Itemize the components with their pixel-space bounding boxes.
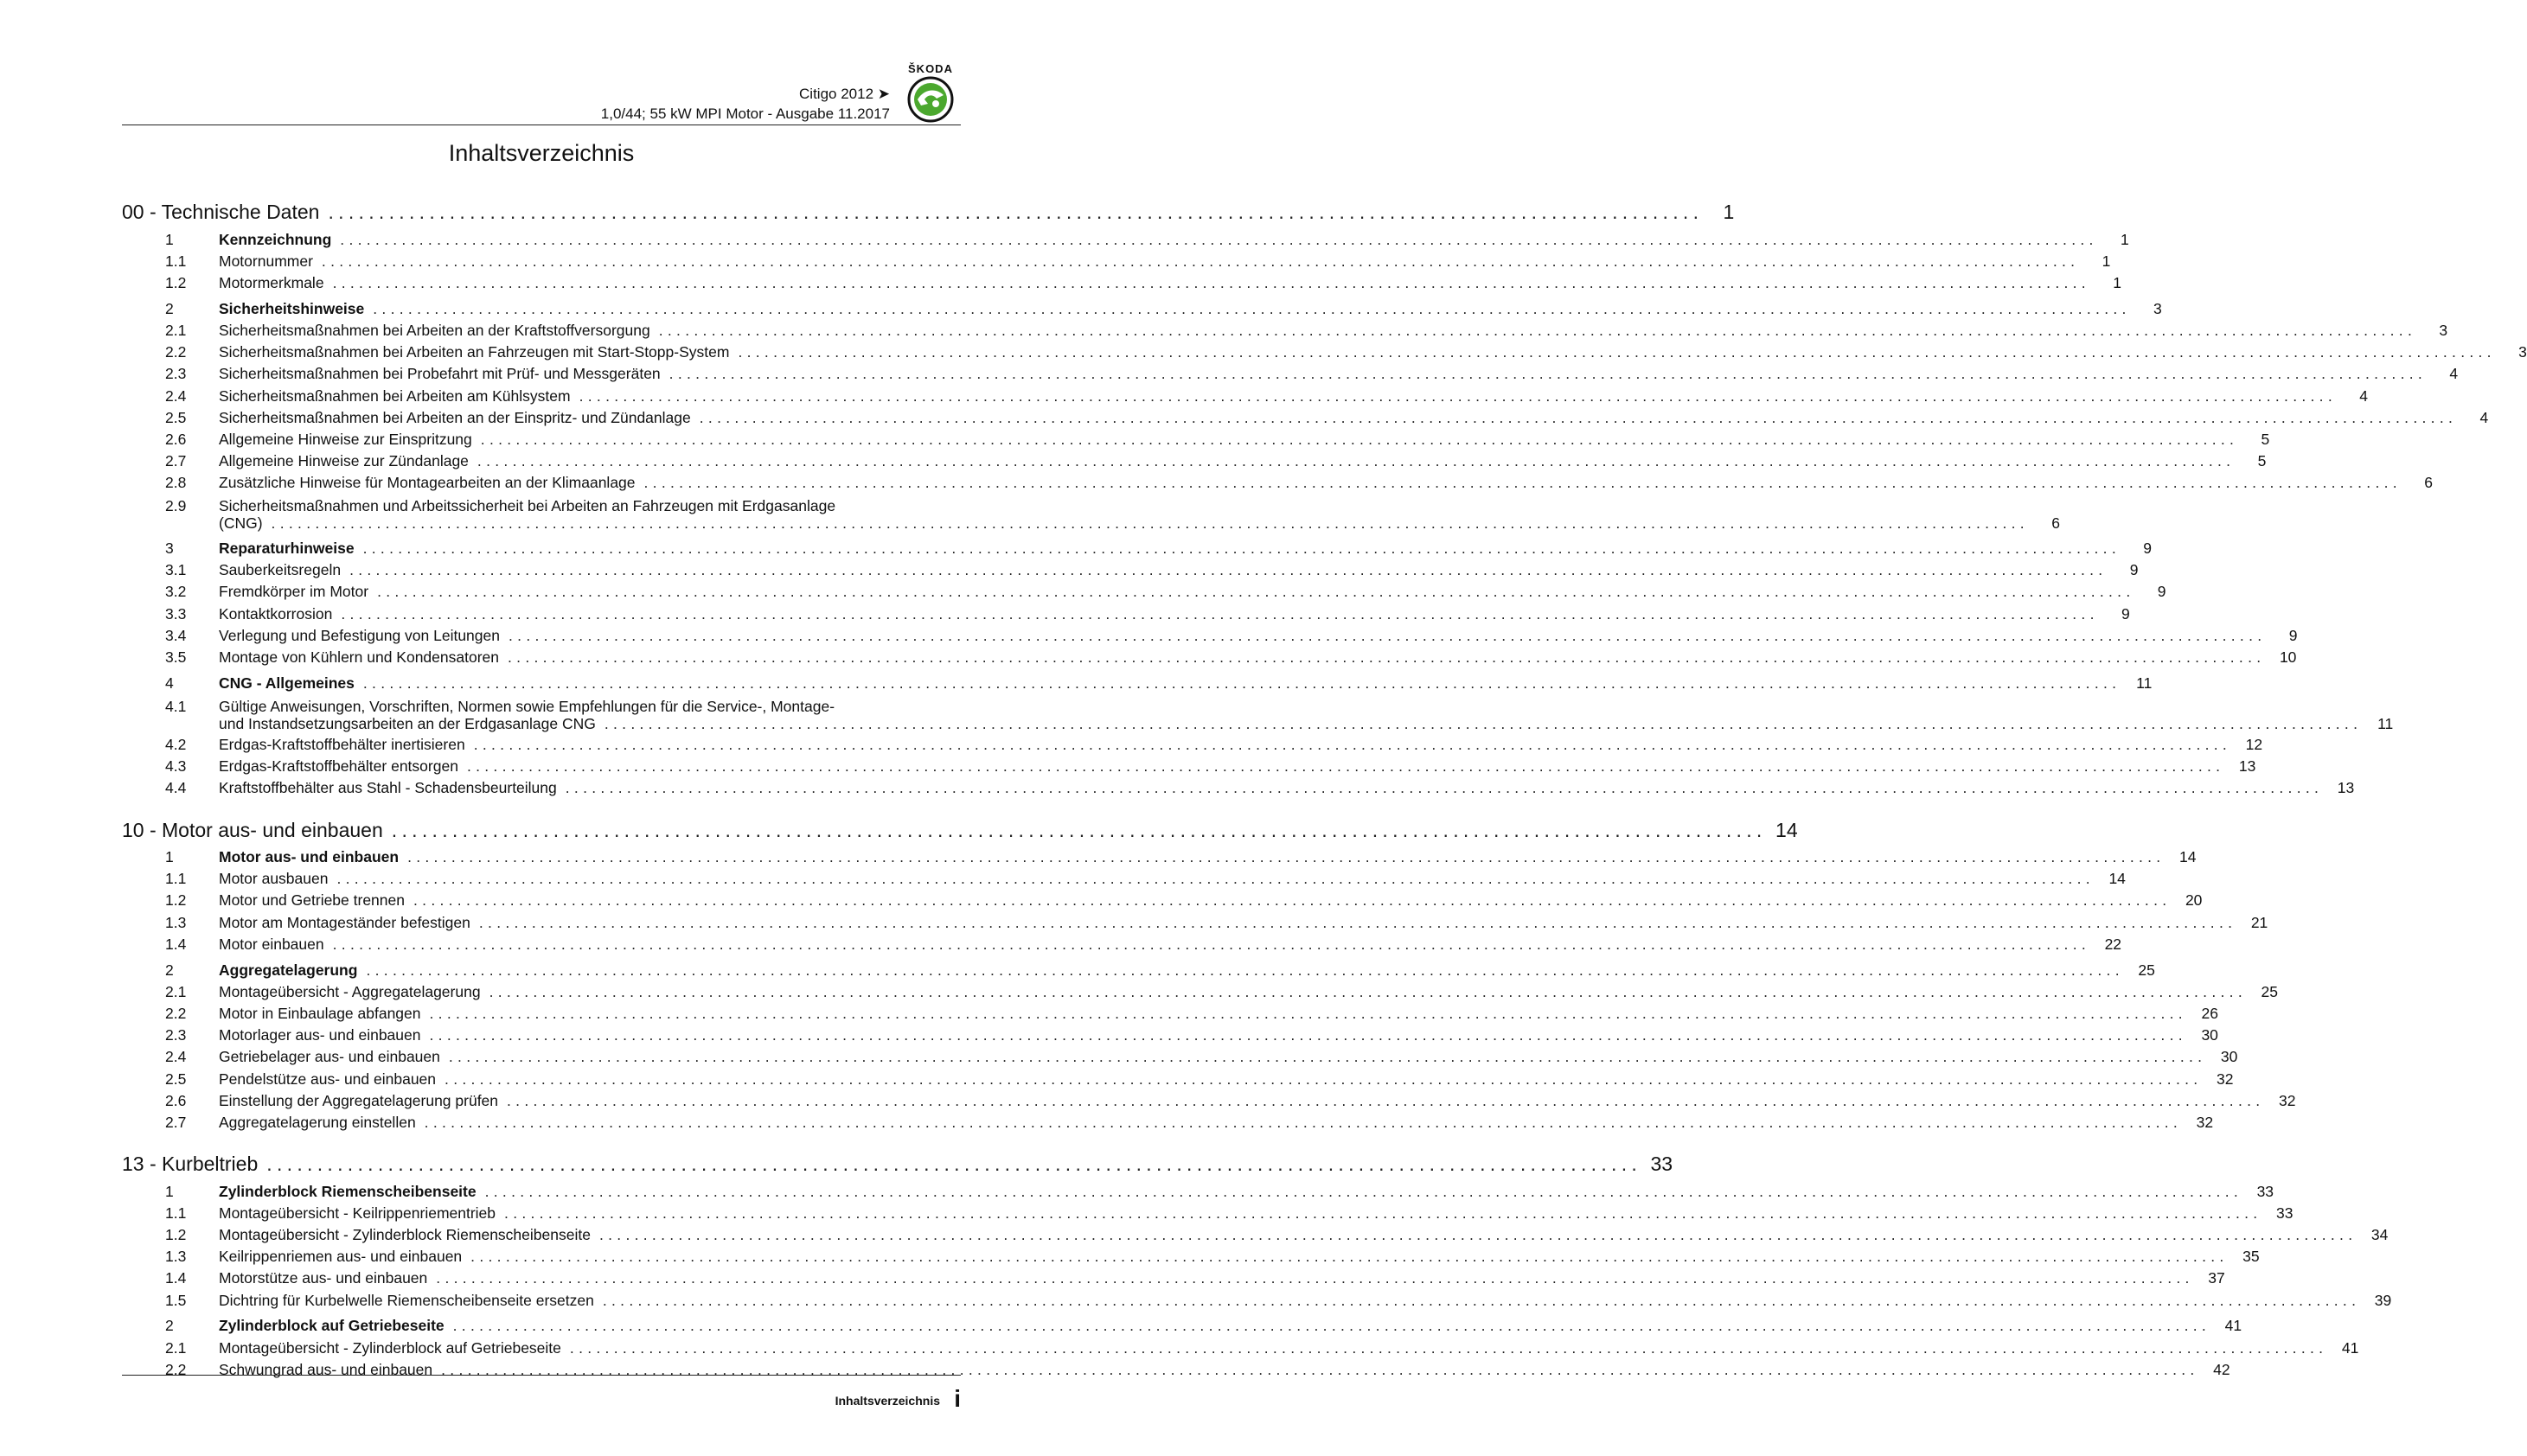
entry-number: 1.2 xyxy=(165,891,187,910)
toc-entry[interactable] xyxy=(122,626,2298,648)
entry-title-line1: Sicherheitsmaßnahmen und Arbeitssicherheit bei Arbeiten an Fahrzeugen mit Erdgasanlage xyxy=(219,497,836,515)
leader-dots: ........................................................................................................................................................................................................ xyxy=(332,273,2090,291)
leader-dots: ........................................................................................................................................................................................................ xyxy=(332,935,2091,953)
entry-number: 1.4 xyxy=(165,1269,187,1287)
entry-title: Montageübersicht - Keilrippenriementrieb xyxy=(219,1204,496,1222)
entry-number: 4 xyxy=(165,674,174,692)
entry-page: 9 xyxy=(2288,626,2298,644)
toc-entry[interactable] xyxy=(122,561,2139,583)
toc-section[interactable] xyxy=(122,848,2197,870)
entry-number: 2.3 xyxy=(165,1026,187,1044)
toc-entry[interactable] xyxy=(122,1338,2359,1361)
leader-dots: ........................................................................................................................................................................................................ xyxy=(579,386,2338,405)
entry-number: 2.5 xyxy=(165,1070,187,1088)
toc-entry[interactable] xyxy=(122,386,2369,409)
chapter-title: 10 - Motor aus- und einbauen xyxy=(122,818,383,841)
toc-entry[interactable] xyxy=(122,913,2268,936)
entry-number: 2 xyxy=(165,299,174,317)
leader-dots: ........................................................................................................................................................................................................ xyxy=(445,1070,2203,1088)
entry-title: Montageübersicht - Aggregatelagerung xyxy=(219,982,481,1000)
entry-title: Motor am Montageständer befestigen xyxy=(219,913,470,931)
entry-title: Keilrippenriemen aus- und einbauen xyxy=(219,1248,463,1266)
entry-page: 9 xyxy=(2157,583,2166,601)
entry-number: 2.4 xyxy=(165,386,187,405)
leader-dots: ........................................................................................................................................................................................................ xyxy=(466,757,2225,776)
chapter-page: 1 xyxy=(1723,201,1735,223)
entry-title: Fremdkörper im Motor xyxy=(219,583,369,601)
toc-entry[interactable] xyxy=(122,982,2278,1005)
entry-page: 5 xyxy=(2257,452,2267,470)
leader-dots: ........................................................................................................................................................................................................ xyxy=(424,1113,2183,1131)
entry-page: 34 xyxy=(2370,1226,2389,1244)
entry-page: 4 xyxy=(2449,365,2459,383)
entry-number: 2.2 xyxy=(165,1005,187,1022)
entry-page: 13 xyxy=(2238,757,2256,776)
entry-page: 4 xyxy=(2479,408,2489,426)
entry-page: 6 xyxy=(2051,514,2060,533)
toc-entry[interactable] xyxy=(122,273,2121,296)
entry-number: 1.1 xyxy=(165,252,187,270)
entry-title: Sicherheitshinweise xyxy=(219,299,365,317)
entry-page: 33 xyxy=(2275,1204,2293,1222)
entry-page: 4 xyxy=(2359,386,2369,405)
entry-title: Motorlager aus- und einbauen xyxy=(219,1026,421,1044)
entry-number: 1.3 xyxy=(165,913,187,931)
leader-dots: ........................................................................................................................................................................................................ xyxy=(477,452,2236,470)
entry-page: 1 xyxy=(2120,230,2129,248)
toc-entry[interactable] xyxy=(122,408,2489,431)
entry-title: Motornummer xyxy=(219,252,313,270)
toc-entry[interactable] xyxy=(122,870,2126,891)
entry-title: Zylinderblock auf Getriebeseite xyxy=(219,1317,445,1335)
entry-number: 2.2 xyxy=(165,343,187,361)
toc-section[interactable] xyxy=(122,230,2129,252)
toc-entry[interactable] xyxy=(122,935,2122,957)
entry-title: Aggregatelagerung einstellen xyxy=(219,1113,416,1131)
entry-title-line2: (CNG) xyxy=(219,514,263,533)
entry-page: 11 xyxy=(2377,714,2394,732)
entry-title: Pendelstütze aus- und einbauen xyxy=(219,1070,437,1088)
toc-section[interactable] xyxy=(122,1182,2274,1204)
entry-page: 35 xyxy=(2242,1248,2260,1266)
leader-dots: ........................................................................................................................................................................................................ xyxy=(429,1005,2187,1022)
entry-title-line1: Gültige Anweisungen, Vorschriften, Normen sowie Empfehlungen für die Service-, Montage- xyxy=(219,697,835,715)
entry-page: 14 xyxy=(2179,848,2197,866)
leader-dots: ........................................................................................................................................................................................................ xyxy=(699,408,2458,426)
toc-entry[interactable] xyxy=(122,1113,2214,1135)
leader-dots: ........................................................................................................................................................................................................ xyxy=(604,714,2363,732)
footer-page-number: i xyxy=(954,1385,961,1412)
leader-dots: ........................................................................................................................................................................................................ xyxy=(413,891,2172,910)
entry-number: 2.6 xyxy=(165,430,187,448)
toc-entry[interactable] xyxy=(122,735,2263,757)
toc-entry[interactable] xyxy=(122,321,2448,343)
toc-entry[interactable] xyxy=(122,495,2060,535)
brand-name: ŠKODA xyxy=(908,62,953,75)
entry-number: 4.2 xyxy=(165,735,187,753)
leader-dots: ........................................................................................................................................................................................................ xyxy=(565,779,2324,797)
entry-title: Montageübersicht - Zylinderblock auf Getriebeseite xyxy=(219,1338,561,1357)
leader-dots: ........................................................................................................................................................................................................ xyxy=(452,1317,2211,1335)
entry-page: 9 xyxy=(2129,561,2139,579)
entry-page: 10 xyxy=(2279,648,2297,666)
leader-dots: ........................................................................................................................................................................................................ xyxy=(480,430,2239,448)
entry-title: Sicherheitsmaßnahmen bei Arbeiten am Kühlsystem xyxy=(219,386,571,405)
leader-dots: ........................................................................................................................................................................................................ xyxy=(362,674,2121,692)
toc-entry[interactable] xyxy=(122,452,2267,474)
entry-page: 14 xyxy=(2108,870,2126,888)
entry-title: Schwungrad aus- und einbauen xyxy=(219,1360,433,1378)
entry-page: 12 xyxy=(2245,735,2263,753)
entry-title: Kontaktkorrosion xyxy=(219,604,333,623)
entry-page: 3 xyxy=(2518,343,2527,361)
model-name: Citigo 2012 ➤ xyxy=(799,86,890,102)
leader-dots: ........................................................................................................................................................................................................ xyxy=(507,1091,2265,1109)
entry-title: Einstellung der Aggregatelagerung prüfen xyxy=(219,1091,499,1109)
table-of-contents xyxy=(122,195,2527,1383)
leader-dots: ........................................................................................................................................................................................................ xyxy=(470,1248,2229,1266)
entry-number: 3.3 xyxy=(165,604,187,623)
toc-section[interactable] xyxy=(122,961,2155,983)
entry-number: 2.2 xyxy=(165,1360,187,1378)
entry-number: 1 xyxy=(165,848,174,866)
entry-title: Sauberkeitsregeln xyxy=(219,561,342,579)
chapter-entries xyxy=(122,848,2296,1135)
entry-page: 37 xyxy=(2208,1269,2225,1287)
toc-entry[interactable] xyxy=(122,604,2130,627)
toc-entry[interactable] xyxy=(122,1269,2225,1291)
toc-entry[interactable] xyxy=(122,1204,2293,1226)
toc-entry[interactable] xyxy=(122,1291,2392,1313)
entry-number: 4.4 xyxy=(165,779,187,797)
leader-dots: ........................................................................................................................................................................................................ xyxy=(448,1048,2207,1066)
toc-entry[interactable] xyxy=(122,648,2297,670)
entry-page: 11 xyxy=(2136,674,2153,692)
entry-page: 21 xyxy=(2250,913,2268,931)
entry-number: 2.9 xyxy=(165,497,187,515)
leader-dots: ........................................................................................................................................................................................................ xyxy=(336,870,2095,888)
toc-entry[interactable] xyxy=(122,474,2433,495)
entry-title: Kennzeichnung xyxy=(219,230,332,248)
leader-dots: ........................................................................................................................................................................................................ xyxy=(407,848,2166,866)
entry-page: 25 xyxy=(2261,982,2278,1000)
entry-number: 2.8 xyxy=(165,474,187,492)
toc-entry[interactable] xyxy=(122,1248,2260,1269)
leader-dots: ........................................................................................................................................................................................................ xyxy=(489,982,2247,1000)
leader-dots: ........................................................................................................................................ xyxy=(266,1153,1642,1176)
entry-page: 32 xyxy=(2216,1070,2234,1088)
entry-number: 1.5 xyxy=(165,1291,187,1309)
entry-page: 32 xyxy=(2278,1091,2296,1109)
entry-number: 2.6 xyxy=(165,1091,187,1109)
document-subtitle: 1,0/44; 55 kW MPI Motor - Ausgabe 11.2017 xyxy=(600,105,890,122)
skoda-logo-icon xyxy=(907,76,954,123)
entry-number: 1.3 xyxy=(165,1248,187,1266)
entry-title: Montageübersicht - Zylinderblock Riemenscheibenseite xyxy=(219,1226,591,1244)
entry-title: Erdgas-Kraftstoffbehälter inertisieren xyxy=(219,735,465,753)
leader-dots: ........................................................................................................................................ xyxy=(328,201,1704,223)
leader-dots: ........................................................................................................................................ xyxy=(391,818,1767,841)
entry-number: 2.1 xyxy=(165,1338,187,1357)
toc-chapter[interactable] xyxy=(122,201,1735,227)
entry-title: Dichtring für Kurbelwelle Riemenscheibenseite ersetzen xyxy=(219,1291,594,1309)
toc-entry[interactable] xyxy=(122,1360,2230,1383)
toc-entry[interactable] xyxy=(122,365,2459,386)
leader-dots: ........................................................................................................................................................................................................ xyxy=(602,1291,2361,1309)
leader-dots: ........................................................................................................................................................................................................ xyxy=(509,626,2267,644)
toc-entry[interactable] xyxy=(122,1070,2234,1092)
entry-title: Motor aus- und einbauen xyxy=(219,848,400,866)
entry-number: 2.1 xyxy=(165,321,187,339)
entry-page: 39 xyxy=(2374,1291,2392,1309)
toc-section[interactable] xyxy=(122,540,2152,561)
leader-dots: ........................................................................................................................................................................................................ xyxy=(377,583,2135,601)
footer-divider xyxy=(122,1375,961,1376)
toc-entry[interactable] xyxy=(122,252,2111,274)
toc-section[interactable] xyxy=(122,1317,2242,1338)
entry-title: Motormerkmale xyxy=(219,273,324,291)
entry-page: 5 xyxy=(2261,430,2270,448)
entry-number: 1 xyxy=(165,230,174,248)
entry-title: Motor ausbauen xyxy=(219,870,329,888)
entry-page: 6 xyxy=(2424,474,2433,492)
entry-number: 3.4 xyxy=(165,626,187,644)
toc-chapter[interactable] xyxy=(122,818,1798,845)
entry-page: 13 xyxy=(2337,779,2355,797)
entry-title: Reparaturhinweise xyxy=(219,540,355,558)
toc-chapter[interactable] xyxy=(122,1153,1673,1178)
leader-dots: ........................................................................................................................................................................................................ xyxy=(669,365,2428,383)
entry-number: 4.1 xyxy=(165,697,187,715)
leader-dots: ........................................................................................................................................................................................................ xyxy=(362,540,2121,558)
toc-entry[interactable] xyxy=(122,1048,2238,1070)
entry-title: Kraftstoffbehälter aus Stahl - Schadensbeurteilung xyxy=(219,779,557,797)
entry-number: 2.3 xyxy=(165,365,187,383)
entry-page: 1 xyxy=(2113,273,2121,291)
toc-section[interactable] xyxy=(122,674,2153,696)
entry-title: Aggregatelagerung xyxy=(219,961,358,979)
chapter-title: 13 - Kurbeltrieb xyxy=(122,1153,259,1176)
chapter-page: 33 xyxy=(1650,1153,1673,1176)
leader-dots: ........................................................................................................................................................................................................ xyxy=(643,474,2402,492)
chapter-entries xyxy=(122,230,2527,801)
entry-number: 1.1 xyxy=(165,1204,187,1222)
entry-number: 1.1 xyxy=(165,870,187,888)
toc-entry[interactable] xyxy=(122,343,2527,365)
entry-page: 1 xyxy=(2102,252,2111,270)
leader-dots: ........................................................................................................................................................................................................ xyxy=(321,252,2080,270)
leader-dots: ........................................................................................................................................................................................................ xyxy=(484,1182,2243,1200)
entry-number: 1.4 xyxy=(165,935,187,953)
leader-dots: ........................................................................................................................................................................................................ xyxy=(658,321,2417,339)
entry-title: Montage von Kühlern und Kondensatoren xyxy=(219,648,499,666)
entry-title: Sicherheitsmaßnahmen bei Arbeiten an der Einspritz- und Zündanlage xyxy=(219,408,691,426)
entry-page: 20 xyxy=(2185,891,2203,910)
chapter-title: 00 - Technische Daten xyxy=(122,201,320,223)
footer-label: Inhaltsverzeichnis xyxy=(835,1394,940,1408)
entry-title: Zusätzliche Hinweise für Montagearbeiten an der Klimaanlage xyxy=(219,474,636,492)
page-header xyxy=(122,57,961,126)
entry-number: 1 xyxy=(165,1182,174,1200)
entry-title: Motor in Einbaulage abfangen xyxy=(219,1005,421,1022)
leader-dots: ........................................................................................................................................................................................................ xyxy=(271,514,2029,533)
entry-title: Erdgas-Kraftstoffbehälter entsorgen xyxy=(219,757,458,776)
leader-dots: ........................................................................................................................................................................................................ xyxy=(738,343,2496,361)
entry-page: 25 xyxy=(2138,961,2155,979)
entry-number: 2.4 xyxy=(165,1048,187,1066)
entry-title: Motorstütze aus- und einbauen xyxy=(219,1269,428,1287)
entry-number: 2.1 xyxy=(165,982,187,1000)
leader-dots: ........................................................................................................................................................................................................ xyxy=(598,1226,2357,1244)
entry-page: 41 xyxy=(2341,1338,2359,1357)
entry-page: 30 xyxy=(2201,1026,2218,1044)
toc-entry[interactable] xyxy=(122,757,2256,779)
leader-dots: ........................................................................................................................................................................................................ xyxy=(340,230,2098,248)
chapter-entries xyxy=(122,1182,2392,1383)
entry-number: 2.7 xyxy=(165,452,187,470)
entry-title: Motor einbauen xyxy=(219,935,324,953)
entry-title: Allgemeine Hinweise zur Einspritzung xyxy=(219,430,472,448)
entry-number: 3.1 xyxy=(165,561,187,579)
entry-page: 9 xyxy=(2143,540,2152,558)
toc-entry[interactable] xyxy=(122,696,2394,736)
toc-entry[interactable] xyxy=(122,779,2355,801)
toc-entry[interactable] xyxy=(122,430,2270,452)
leader-dots: ........................................................................................................................................................................................................ xyxy=(429,1026,2187,1044)
leader-dots: ........................................................................................................................................................................................................ xyxy=(508,648,2266,666)
entry-page: 3 xyxy=(2153,299,2162,317)
entry-title: Allgemeine Hinweise zur Zündanlage xyxy=(219,452,469,470)
page-title: Inhaltsverzeichnis xyxy=(448,140,635,166)
entry-title: Motor und Getriebe trennen xyxy=(219,891,405,910)
entry-title: Sicherheitsmaßnahmen bei Arbeiten an der Kraftstoffversorgung xyxy=(219,321,650,339)
entry-number: 2 xyxy=(165,961,174,979)
leader-dots: ........................................................................................................................................................................................................ xyxy=(436,1269,2194,1287)
toc-entry[interactable] xyxy=(122,1005,2218,1026)
chapter-page: 14 xyxy=(1775,818,1798,841)
entry-page: 32 xyxy=(2196,1113,2214,1131)
entry-page: 33 xyxy=(2256,1182,2274,1200)
toc-entry[interactable] xyxy=(122,1026,2218,1048)
entry-page: 9 xyxy=(2121,604,2130,623)
toc-entry[interactable] xyxy=(122,891,2203,913)
leader-dots: ........................................................................................................................................................................................................ xyxy=(373,299,2131,317)
entry-page: 3 xyxy=(2439,321,2448,339)
entry-number: 2.5 xyxy=(165,408,187,426)
entry-title: Zylinderblock Riemenscheibenseite xyxy=(219,1182,477,1200)
leader-dots: ........................................................................................................................................................................................................ xyxy=(341,604,2099,623)
entry-title: Verlegung und Befestigung von Leitungen xyxy=(219,626,500,644)
entry-title: Getriebelager aus- und einbauen xyxy=(219,1048,440,1066)
entry-number: 3.2 xyxy=(165,583,187,601)
entry-title: Sicherheitsmaßnahmen bei Probefahrt mit Prüf- und Messgeräten xyxy=(219,365,661,383)
entry-page: 42 xyxy=(2213,1360,2230,1378)
entry-number: 1.2 xyxy=(165,1226,187,1244)
leader-dots: ........................................................................................................................................................................................................ xyxy=(441,1360,2199,1378)
toc-entry[interactable] xyxy=(122,1091,2296,1114)
entry-number: 2.7 xyxy=(165,1113,187,1131)
entry-number: 2 xyxy=(165,1317,174,1335)
entry-page: 26 xyxy=(2201,1005,2218,1022)
entry-number: 3 xyxy=(165,540,174,558)
leader-dots: ........................................................................................................................................................................................................ xyxy=(478,913,2237,931)
leader-dots: ........................................................................................................................................................................................................ xyxy=(504,1204,2262,1222)
entry-number: 1.2 xyxy=(165,273,187,291)
entry-page: 41 xyxy=(2224,1317,2242,1335)
leader-dots: ........................................................................................................................................................................................................ xyxy=(366,961,2124,979)
toc-entry[interactable] xyxy=(122,583,2166,604)
entry-title-line2: und Instandsetzungsarbeiten an der Erdgasanlage CNG xyxy=(219,714,596,732)
entry-page: 22 xyxy=(2104,935,2122,953)
entry-number: 3.5 xyxy=(165,648,187,666)
leader-dots: ........................................................................................................................................................................................................ xyxy=(569,1338,2328,1357)
toc-entry[interactable] xyxy=(122,1226,2389,1248)
toc-section[interactable] xyxy=(122,299,2162,322)
entry-title: CNG - Allgemeines xyxy=(219,674,355,692)
leader-dots: ........................................................................................................................................................................................................ xyxy=(349,561,2108,579)
entry-title: Sicherheitsmaßnahmen bei Arbeiten an Fahrzeugen mit Start-Stopp-System xyxy=(219,343,730,361)
entry-number: 4.3 xyxy=(165,757,187,776)
entry-page: 30 xyxy=(2220,1048,2238,1066)
leader-dots: ........................................................................................................................................................................................................ xyxy=(473,735,2232,753)
